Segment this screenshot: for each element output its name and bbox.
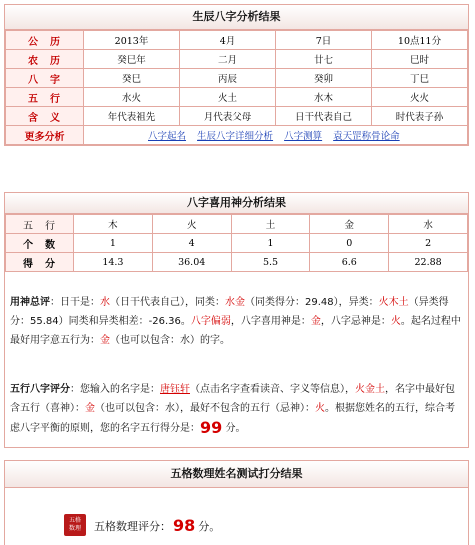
- link-bazi-qiming[interactable]: 八字起名: [148, 131, 187, 142]
- wuxing-score-text: 。根据您姓名的五行，综合考虑八字平衡的原则，您的名字五行得分是：: [10, 403, 455, 434]
- summary-text: （也可以包含：水）的字。: [110, 335, 230, 346]
- wuxing-score-text: ，名字中最好包含五行（喜神）：: [10, 384, 455, 414]
- wuge-score-label: 五格数理评分：: [94, 519, 171, 533]
- bazi-cell: 癸巳年: [84, 50, 180, 69]
- summary-text: （同类得分：29.48），异类：: [245, 297, 379, 308]
- bazi-row: [6, 31, 468, 50]
- bazi-cell: 癸巳: [84, 69, 180, 88]
- wx-jin: 金: [310, 215, 389, 234]
- summary-text: ：日干是：: [50, 297, 100, 308]
- bazi-cell: 廿七: [276, 50, 372, 69]
- bazi-row-label: 农 历: [6, 50, 84, 69]
- bazi-cell: 月代表父母: [180, 107, 276, 126]
- count-jin: 0: [310, 234, 389, 253]
- name-jishen: 火: [315, 403, 325, 414]
- bazi-cell: 丁巳: [372, 69, 468, 88]
- bazi-cell: 水火: [84, 88, 180, 107]
- bazi-cell: 火火: [372, 88, 468, 107]
- bazi-title: 生辰八字分析结果: [5, 5, 468, 30]
- bazi-cell: 7日: [276, 31, 372, 50]
- xiyong-title: 八字喜用神分析结果: [5, 193, 468, 214]
- xiyong-table: [5, 214, 468, 272]
- count-mu: 1: [74, 234, 153, 253]
- bazi-cell: 2013年: [84, 31, 180, 50]
- summary-yilei: 火木土: [378, 297, 409, 308]
- xiyong-header-label: 五 行: [6, 215, 74, 234]
- bazi-cell: 水木: [276, 88, 372, 107]
- bazi-cell: 巳时: [372, 50, 468, 69]
- score-shui: 22.88: [389, 253, 468, 272]
- name-link[interactable]: 唐钰轩: [160, 384, 190, 395]
- summary-label: 用神总评: [10, 297, 50, 308]
- wuxing-score-text: （点击名字查看读音、字义等信息），: [190, 384, 355, 395]
- summary-text: （日干代表自己），同类：: [110, 297, 225, 308]
- bazi-cell: 癸卯: [276, 69, 372, 88]
- wuxing-score-unit: 分。: [225, 423, 246, 434]
- wuge-title: 五格数理姓名测试打分结果: [5, 461, 468, 488]
- count-huo: 4: [152, 234, 231, 253]
- wuxing-score-text: ：您输入的名字是：: [70, 384, 160, 395]
- link-bazi-detail[interactable]: 生辰八字详细分析: [197, 131, 274, 142]
- summary-jishen: 火: [390, 316, 401, 327]
- wuge-score-value: 98: [173, 516, 196, 535]
- bazi-cell: 二月: [180, 50, 276, 69]
- summary-rigan: 水: [100, 297, 110, 308]
- count-shui: 2: [389, 234, 468, 253]
- summary-recommend: 金: [100, 335, 110, 346]
- wuge-score-unit: 分。: [198, 519, 221, 533]
- link-chenggu[interactable]: 袁天罡称骨论命: [333, 131, 400, 142]
- xiyong-score-row: [6, 253, 468, 272]
- more-analysis-links: [84, 126, 468, 145]
- name-xishen: 金: [85, 403, 95, 414]
- bazi-row-label: 八 字: [6, 69, 84, 88]
- link-bazi-cesuan[interactable]: 八字测算: [284, 131, 323, 142]
- yongshen-summary: [10, 293, 462, 350]
- bazi-cell: 日干代表自己: [276, 107, 372, 126]
- score-label: 得 分: [6, 253, 74, 272]
- bazi-cell: 10点11分: [372, 31, 468, 50]
- wx-shui: 水: [389, 215, 468, 234]
- xiyong-header-row: [6, 215, 468, 234]
- score-huo: 36.04: [152, 253, 231, 272]
- wuxing-score-block: [10, 380, 462, 438]
- wuge-seal-icon: [64, 514, 86, 536]
- wuge-score-line: [94, 516, 220, 535]
- xiyong-count-row: [6, 234, 468, 253]
- summary-tonglei: 水金: [225, 297, 245, 308]
- summary-text: （异类得分：55.84）同类和异类相差：-26.36。: [10, 297, 449, 327]
- more-analysis-row: [6, 126, 468, 145]
- bazi-row: [6, 107, 468, 126]
- bazi-row: [6, 69, 468, 88]
- wx-mu: 木: [74, 215, 153, 234]
- seal-text: 五格数理: [68, 517, 81, 532]
- score-mu: 14.3: [74, 253, 153, 272]
- bazi-row-label: 五 行: [6, 88, 84, 107]
- bazi-row-label: 含 义: [6, 107, 84, 126]
- more-analysis-label: 更多分析: [6, 126, 84, 145]
- summary-text: ，八字喜用神是：: [230, 316, 311, 327]
- wuxing-score-value: 99: [200, 418, 223, 437]
- bazi-row: [6, 88, 468, 107]
- wuxing-score-text: （也可以包含：水），最好不包含的五行（忌神）：: [95, 403, 315, 414]
- bazi-cell: 4月: [180, 31, 276, 50]
- summary-strength: 八字偏弱: [190, 316, 231, 327]
- score-tu: 5.5: [231, 253, 310, 272]
- name-wuxing: 火金土: [355, 384, 385, 395]
- wx-huo: 火: [152, 215, 231, 234]
- bazi-cell: 年代表祖先: [84, 107, 180, 126]
- bazi-cell: 丙辰: [180, 69, 276, 88]
- bazi-row-label: 公 历: [6, 31, 84, 50]
- summary-xishen: 金: [310, 316, 321, 327]
- bazi-cell: 时代表子孙: [372, 107, 468, 126]
- bazi-cell: 火土: [180, 88, 276, 107]
- wx-tu: 土: [231, 215, 310, 234]
- count-tu: 1: [231, 234, 310, 253]
- summary-text: 。起名过程中最好用字意五行为：: [10, 316, 461, 346]
- bazi-row: [6, 50, 468, 69]
- count-label: 个 数: [6, 234, 74, 253]
- bazi-table: [5, 30, 468, 145]
- wuxing-score-label: 五行八字评分: [10, 384, 70, 395]
- score-jin: 6.6: [310, 253, 389, 272]
- summary-text: ，八字忌神是：: [320, 316, 391, 327]
- bazi-panel: [4, 4, 469, 146]
